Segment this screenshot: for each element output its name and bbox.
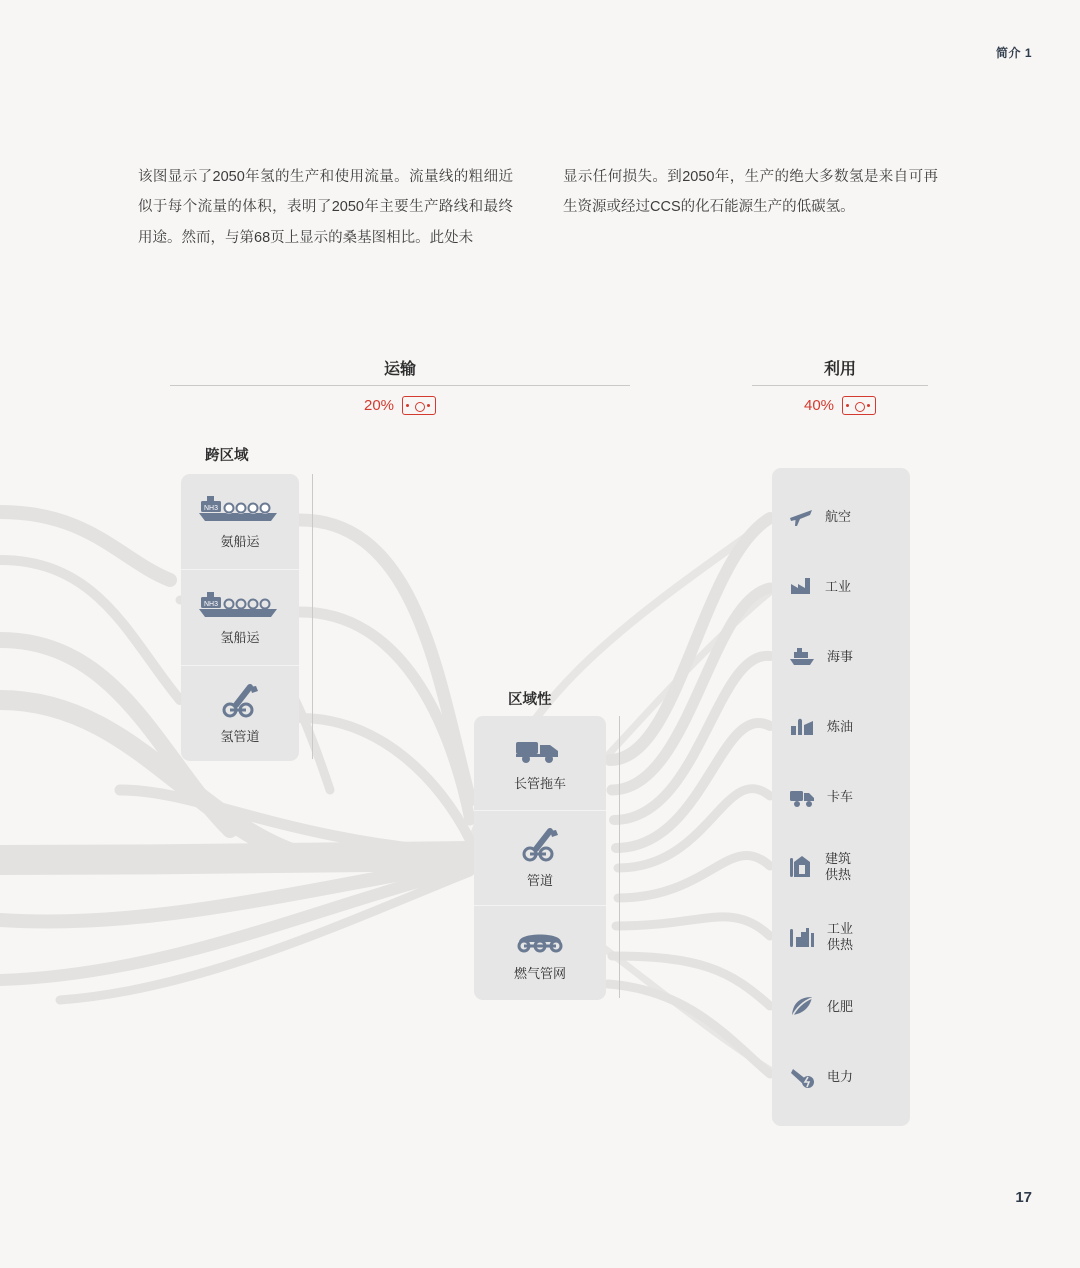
- card-label: 氢管道: [220, 728, 260, 744]
- ammonia-ship-icon: [197, 494, 283, 524]
- use-item-building-heat[interactable]: [772, 832, 910, 902]
- use-item-label: 海事: [827, 648, 854, 664]
- intro-column-1: 该图显示了2050年氢的生产和使用流量。流量线的粗细近似于每个流量的体积，表明了2050年主要生产路线和最终用途。然而，与第68页上显示的桑基图相比。此处未: [138, 169, 513, 246]
- card-pipeline[interactable]: [474, 811, 606, 906]
- chapter-label: 简介: [995, 46, 1021, 60]
- card-label: 管道: [526, 873, 553, 888]
- group-label-cross-regional: 跨区域: [205, 448, 249, 464]
- power-icon: [788, 1064, 816, 1090]
- svg-text:NH3: NH3: [203, 600, 219, 608]
- intro-paragraph: [138, 162, 938, 253]
- airplane-icon: [788, 504, 814, 530]
- card-ammonia-shipping[interactable]: [181, 474, 299, 570]
- use-item-trucks[interactable]: [772, 762, 910, 832]
- use-item-power[interactable]: [772, 1042, 910, 1112]
- use-item-label: 电力: [827, 1068, 854, 1084]
- regional-stack: [474, 716, 606, 1000]
- axis-tick-cross-regional: [312, 474, 313, 759]
- truck-icon: [788, 784, 816, 810]
- section-percent-transport: [170, 396, 630, 415]
- svg-text:NH3: NH3: [203, 504, 219, 512]
- transport-percent-value: 20%: [363, 397, 395, 414]
- use-item-industry[interactable]: [772, 552, 910, 622]
- section-title-transport: 运输: [383, 361, 416, 378]
- axis-tick-regional: [619, 716, 620, 998]
- card-tube-trailer[interactable]: [474, 716, 606, 811]
- money-icon: [842, 396, 876, 415]
- use-item-label: 化肥: [827, 998, 854, 1014]
- use-item-maritime[interactable]: [772, 622, 910, 692]
- tube-trailer-icon: [513, 734, 567, 766]
- card-gas-grid[interactable]: [474, 906, 606, 1000]
- use-item-industrial-heat[interactable]: [772, 902, 910, 972]
- card-label: 燃气管网: [513, 966, 566, 981]
- use-percent-value: 40%: [803, 397, 835, 414]
- use-item-label: 卡车: [827, 788, 854, 804]
- section-rule: [170, 385, 630, 386]
- page-number: 17: [1015, 1189, 1032, 1206]
- building-heat-icon: [788, 853, 814, 881]
- intro-column-2: 显示任何损失。到2050年，生产的绝大多数氢是来自可再生资源或经过CCS的化石能源生产的低碳氢。: [563, 169, 938, 216]
- cross-regional-stack: [181, 474, 299, 761]
- card-hydrogen-pipeline[interactable]: [181, 666, 299, 761]
- ship-icon: [788, 644, 816, 670]
- hydrogen-pipeline-icon: [216, 683, 264, 719]
- use-item-label: 航空: [825, 508, 852, 524]
- gas-grid-icon: [511, 924, 569, 956]
- use-item-label: [825, 851, 851, 884]
- pipeline-icon: [516, 827, 564, 863]
- card-label: 长管拖车: [513, 776, 566, 791]
- use-item-label-line2: 供热: [827, 937, 854, 952]
- use-item-aviation[interactable]: [772, 482, 910, 552]
- section-rule: [752, 385, 928, 386]
- use-item-fertiliser[interactable]: [772, 972, 910, 1042]
- group-label-regional: 区域性: [508, 692, 552, 708]
- refinery-icon: [788, 714, 816, 740]
- card-hydrogen-shipping[interactable]: [181, 570, 299, 666]
- section-title-use: 利用: [823, 361, 856, 378]
- utilisation-panel: [772, 468, 910, 1126]
- chapter-number: 1: [1024, 46, 1032, 60]
- money-icon: [402, 396, 436, 415]
- card-label: 氨船运: [220, 533, 260, 549]
- section-percent-use: [752, 396, 928, 415]
- page-header: [996, 44, 1032, 61]
- factory-icon: [788, 574, 814, 600]
- use-item-label-line1: 建筑: [825, 850, 852, 866]
- fertiliser-icon: [788, 994, 816, 1020]
- industrial-heat-icon: [788, 923, 816, 951]
- use-item-label: [827, 921, 853, 954]
- use-item-label-line1: 工业: [827, 920, 854, 936]
- section-transport: [170, 356, 630, 415]
- card-label: 氢船运: [220, 629, 260, 645]
- use-item-refining[interactable]: [772, 692, 910, 762]
- use-item-label: 工业: [825, 578, 852, 594]
- section-use: [752, 356, 928, 415]
- use-item-label: 炼油: [827, 718, 854, 734]
- use-item-label-line2: 供热: [825, 867, 852, 882]
- hydrogen-ship-icon: [197, 590, 283, 620]
